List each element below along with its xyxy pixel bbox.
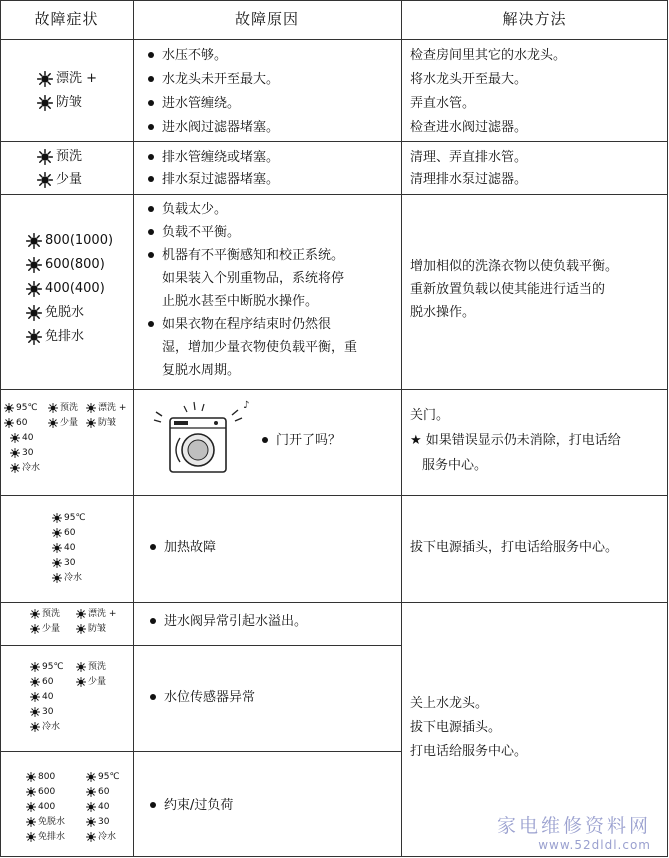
row-divider — [0, 602, 668, 603]
solution-line: 检查进水阀过滤器。 — [410, 120, 528, 135]
symptom-indicator: 95℃ — [4, 401, 38, 415]
indicator-light-icon — [26, 772, 36, 782]
symptom-indicator: 冷水 — [86, 830, 116, 844]
indicator-light-icon — [26, 281, 42, 297]
watermark-url: www.52dldl.com — [538, 838, 651, 852]
cause-item: 负载不平衡。 — [148, 223, 240, 243]
cause-continuation: 湿，增加少量衣物使负载平衡，重 — [162, 340, 358, 355]
symptom-indicator: 漂洗 + — [76, 607, 116, 621]
cause-item: 进水管缠绕。 — [148, 94, 240, 114]
row-divider — [0, 194, 668, 195]
indicator-light-icon — [26, 832, 36, 842]
symptom-indicator: 60 — [52, 526, 75, 540]
symptom-indicator: 防皱 — [86, 416, 116, 430]
symptom-indicator: 30 — [86, 815, 109, 829]
row-divider — [0, 495, 668, 496]
symptom-indicator: 400 — [26, 800, 55, 814]
table-border-left — [0, 0, 1, 857]
solution-line: 清理、弄直排水管。 — [410, 150, 528, 165]
bullet-icon — [150, 544, 156, 550]
bullet-icon — [148, 154, 154, 160]
indicator-light-icon — [37, 172, 53, 188]
indicator-light-icon — [10, 463, 20, 473]
solution-line: 检查房间里其它的水龙头。 — [410, 48, 567, 63]
symptom-indicator: 600 — [26, 785, 55, 799]
cause-item: 水龙头未开至最大。 — [148, 70, 279, 90]
indicator-light-icon — [52, 558, 62, 568]
bullet-icon — [148, 76, 154, 82]
indicator-light-icon — [26, 233, 42, 249]
symptom-indicator: 预洗 — [30, 607, 60, 621]
indicator-light-icon — [30, 707, 40, 717]
symptom-indicator: 少量 — [30, 622, 60, 636]
symptom-indicator: 60 — [86, 785, 109, 799]
column-divider — [401, 0, 402, 857]
indicator-light-icon — [37, 149, 53, 165]
bullet-icon — [148, 206, 154, 212]
bullet-icon — [150, 694, 156, 700]
indicator-light-icon — [48, 418, 58, 428]
indicator-light-icon — [10, 448, 20, 458]
solution-line: 重新放置负载以使其能进行适当的 — [410, 282, 606, 297]
symptom-indicator: 95℃ — [30, 660, 64, 674]
symptom-indicator: 预洗 — [48, 401, 78, 415]
symptom-indicator: 30 — [10, 446, 33, 460]
symptom-indicator: 60 — [4, 416, 27, 430]
symptom-indicator: 60 — [30, 675, 53, 689]
cause-item: 如果衣物在程序结束时仍然很 — [148, 315, 331, 335]
symptom-indicator: 免排水 — [26, 326, 84, 348]
indicator-light-icon — [76, 609, 86, 619]
symptom-indicator: 40 — [52, 541, 75, 555]
symptom-indicator: 40 — [30, 690, 53, 704]
indicator-light-icon — [10, 433, 20, 443]
solution-line: ★ 如果错误显示仍未消除，打电话给 — [410, 433, 621, 448]
cause-item: 排水管缠绕或堵塞。 — [148, 148, 279, 168]
symptom-indicator: 冷水 — [30, 720, 60, 734]
header-divider — [0, 39, 668, 40]
symptom-indicator: 少量 — [37, 169, 82, 191]
symptom-indicator: 400(400) — [26, 278, 105, 300]
indicator-light-icon — [76, 624, 86, 634]
indicator-light-icon — [86, 802, 96, 812]
indicator-light-icon — [26, 329, 42, 345]
bullet-icon — [150, 618, 156, 624]
solution-line: 脱水操作。 — [410, 305, 476, 320]
cause-item: 水位传感器异常 — [150, 688, 255, 708]
cause-item: 门开了吗？ — [262, 431, 341, 451]
symptom-indicator: 冷水 — [52, 571, 82, 585]
indicator-light-icon — [30, 722, 40, 732]
indicator-light-icon — [26, 305, 42, 321]
svg-text:♪: ♪ — [243, 400, 250, 411]
solution-line: 关上水龙头。 — [410, 696, 489, 711]
cause-item: 负载太少。 — [148, 200, 227, 220]
indicator-light-icon — [86, 817, 96, 827]
cause-item: 机器有不平衡感知和校正系统。 — [148, 246, 344, 266]
indicator-light-icon — [52, 573, 62, 583]
indicator-light-icon — [52, 513, 62, 523]
cause-item: 进水阀异常引起水溢出。 — [150, 612, 307, 632]
symptom-indicator: 预洗 — [37, 146, 82, 168]
indicator-light-icon — [52, 543, 62, 553]
table-border-top — [0, 0, 668, 1]
symptom-indicator: 800 — [26, 770, 55, 784]
indicator-light-icon — [86, 787, 96, 797]
symptom-indicator: 40 — [86, 800, 109, 814]
bullet-icon — [148, 176, 154, 182]
indicator-light-icon — [30, 692, 40, 702]
row-divider — [0, 645, 401, 646]
solution-line: 服务中心。 — [422, 458, 488, 473]
cause-continuation: 如果装入个别重物品，系统将停 — [162, 271, 345, 286]
symptom-indicator: 少量 — [76, 675, 106, 689]
indicator-light-icon — [76, 677, 86, 687]
solution-line: 增加相似的洗涤衣物以使负载平衡。 — [410, 259, 619, 274]
symptom-indicator: 免排水 — [26, 830, 65, 844]
cause-item: 水压不够。 — [148, 46, 227, 66]
bullet-icon — [148, 252, 154, 258]
header-solution: 解决方法 — [502, 10, 567, 28]
solution-line: 关门。 — [410, 408, 450, 423]
watermark — [497, 811, 651, 852]
column-divider — [133, 0, 134, 857]
bullet-icon — [148, 321, 154, 327]
bullet-icon — [148, 124, 154, 130]
symptom-indicator: 冷水 — [10, 461, 40, 475]
symptom-indicator: 预洗 — [76, 660, 106, 674]
indicator-light-icon — [86, 403, 96, 413]
cause-continuation: 止脱水甚至中断脱水操作。 — [162, 294, 319, 309]
indicator-light-icon — [30, 624, 40, 634]
watermark-title: 家电维修资料网 — [496, 815, 651, 837]
indicator-light-icon — [52, 528, 62, 538]
solution-line: 拔下电源插头，打电话给服务中心。 — [410, 540, 619, 555]
indicator-light-icon — [26, 802, 36, 812]
indicator-light-icon — [86, 772, 96, 782]
symptom-indicator: 漂洗 + — [86, 401, 126, 415]
indicator-light-icon — [48, 403, 58, 413]
symptom-indicator: 漂洗 + — [37, 68, 97, 90]
bullet-icon — [262, 437, 268, 443]
symptom-indicator: 免脱水 — [26, 815, 65, 829]
solution-line: 弄直水管。 — [410, 96, 476, 111]
bullet-icon — [148, 52, 154, 58]
indicator-light-icon — [4, 418, 14, 428]
indicator-light-icon — [37, 71, 53, 87]
indicator-light-icon — [26, 787, 36, 797]
solution-line: 打电话给服务中心。 — [410, 744, 528, 759]
solution-line: 将水龙头开至最大。 — [410, 72, 528, 87]
indicator-light-icon — [4, 403, 14, 413]
cause-item: 约束/过负荷 — [150, 796, 233, 816]
row-divider — [0, 751, 401, 752]
cause-item: 排水泵过滤器堵塞。 — [148, 170, 279, 190]
bullet-icon — [148, 229, 154, 235]
indicator-light-icon — [30, 677, 40, 687]
symptom-indicator: 800(1000) — [26, 230, 113, 252]
symptom-indicator: 40 — [10, 431, 33, 445]
indicator-light-icon — [37, 95, 53, 111]
cause-continuation: 复脱水周期。 — [162, 363, 241, 378]
symptom-indicator: 防皱 — [37, 92, 82, 114]
indicator-light-icon — [26, 817, 36, 827]
symptom-indicator: 600(800) — [26, 254, 105, 276]
indicator-light-icon — [86, 832, 96, 842]
cause-item: 加热故障 — [150, 538, 216, 558]
indicator-light-icon — [26, 257, 42, 273]
symptom-indicator: 95℃ — [52, 511, 86, 525]
indicator-light-icon — [30, 609, 40, 619]
symptom-indicator: 防皱 — [76, 622, 106, 636]
washing-machine-door-open-illustration — [150, 398, 250, 476]
row-divider — [0, 389, 668, 390]
table-border-bottom — [0, 856, 668, 857]
symptom-indicator: 少量 — [48, 416, 78, 430]
solution-line: 拔下电源插头。 — [410, 720, 502, 735]
indicator-light-icon — [76, 662, 86, 672]
indicator-light-icon — [86, 418, 96, 428]
bullet-icon — [148, 100, 154, 106]
bullet-icon — [150, 802, 156, 808]
header-cause: 故障原因 — [234, 10, 299, 28]
row-divider — [0, 141, 668, 142]
header-symptom: 故障症状 — [34, 10, 99, 28]
symptom-indicator: 30 — [52, 556, 75, 570]
symptom-indicator: 免脱水 — [26, 302, 84, 324]
symptom-indicator: 30 — [30, 705, 53, 719]
table-border-right — [667, 0, 668, 857]
indicator-light-icon — [30, 662, 40, 672]
cause-item: 进水阀过滤器堵塞。 — [148, 118, 279, 138]
symptom-indicator: 95℃ — [86, 770, 120, 784]
solution-line: 清理排水泵过滤器。 — [410, 172, 528, 187]
